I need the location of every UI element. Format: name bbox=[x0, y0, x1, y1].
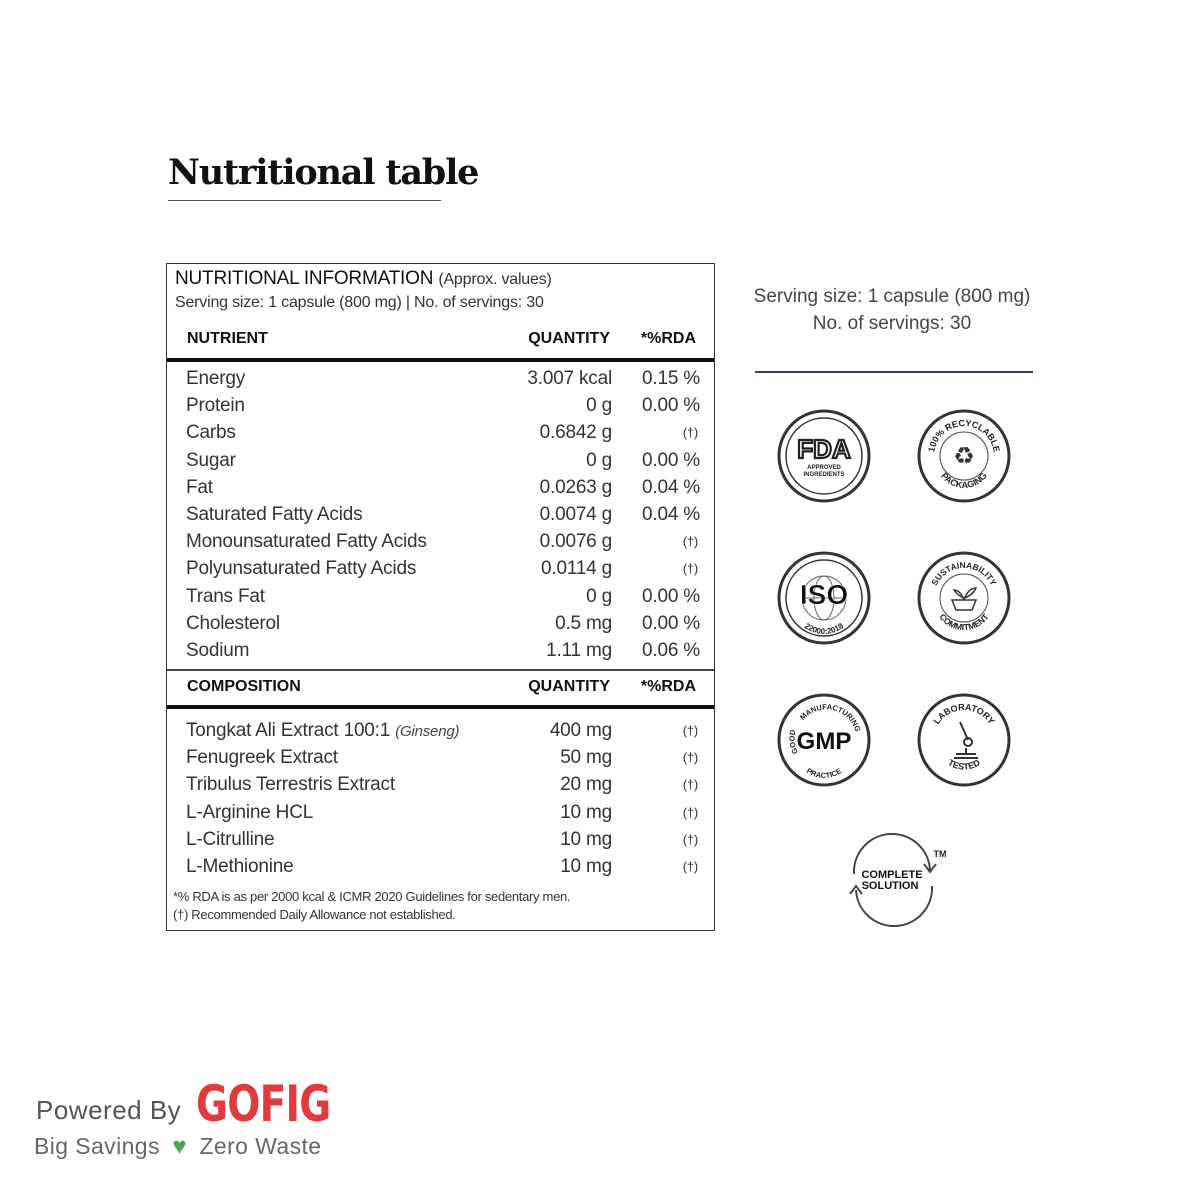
composition-rows bbox=[167, 717, 714, 880]
svg-text:GOOD: GOOD bbox=[787, 728, 800, 756]
table-header bbox=[175, 268, 552, 312]
sustainability-badge bbox=[916, 550, 1012, 646]
svg-text:SUSTAINABILITY: SUSTAINABILITY bbox=[929, 559, 999, 588]
table-row: Protein 0 g 0.00 % bbox=[186, 395, 700, 417]
rda-header-label: *%RDA bbox=[640, 678, 696, 695]
nutrient-column-header bbox=[167, 330, 714, 350]
iso-badge-icon bbox=[776, 550, 872, 646]
svg-text:FDA: FDA bbox=[797, 434, 851, 464]
brand-tagline: Big Savings ♥ Zero Waste bbox=[34, 1133, 322, 1160]
table-heading-note: (Approx. values) bbox=[438, 271, 552, 288]
table-row: Cholesterol 0.5 mg 0.00 % bbox=[186, 612, 700, 634]
composition-column-header bbox=[167, 678, 714, 698]
servings-count-text: No. of servings: 30 bbox=[812, 313, 972, 334]
brand-logo: GOFIG bbox=[196, 1075, 331, 1133]
table-heading: NUTRITIONAL INFORMATION bbox=[175, 268, 434, 289]
table-row: Sodium 1.11 mg 0.06 % bbox=[186, 639, 700, 661]
table-row: Energy 3.007 kcal 0.15 % bbox=[186, 368, 700, 389]
nutrition-table bbox=[166, 263, 715, 931]
heart-icon: ♥ bbox=[172, 1133, 187, 1160]
plant-bowl-icon bbox=[952, 600, 976, 610]
svg-text:COMPLETE: COMPLETE bbox=[861, 869, 923, 881]
table-row: Saturated Fatty Acids 0.0074 g 0.04 % bbox=[186, 503, 700, 525]
table-row: Sugar 0 g 0.00 % bbox=[186, 449, 700, 471]
composition-header-label: COMPOSITION bbox=[187, 678, 301, 695]
svg-text:22000:2018: 22000:2018 bbox=[802, 621, 846, 637]
table-serving-line: Serving size: 1 capsule (800 mg) | No. of servings: 30 bbox=[175, 294, 544, 311]
serving-size-text: Serving size: 1 capsule (800 mg) bbox=[753, 286, 1031, 307]
section-divider bbox=[167, 669, 714, 671]
svg-text:TESTED: TESTED bbox=[946, 757, 982, 772]
quantity-header-label: QUANTITY bbox=[528, 330, 610, 347]
serving-info bbox=[740, 283, 1044, 337]
nutrient-rows bbox=[167, 365, 714, 664]
thick-divider bbox=[167, 358, 714, 362]
page-title: Nutritional table bbox=[168, 152, 479, 193]
title-underline bbox=[168, 200, 441, 201]
svg-text:MANUFACTURING: MANUFACTURING bbox=[798, 702, 863, 733]
svg-text:GMP: GMP bbox=[796, 728, 852, 755]
table-row: L-Methionine 10 mg (†) bbox=[186, 855, 698, 877]
table-row: Polyunsaturated Fatty Acids 0.0114 g (†) bbox=[186, 558, 698, 580]
svg-text:PRACTICE: PRACTICE bbox=[804, 766, 844, 781]
svg-text:PACKAGING: PACKAGING bbox=[939, 470, 989, 491]
table-row: Fat 0.0263 g 0.04 % bbox=[186, 476, 700, 498]
svg-text:SOLUTION: SOLUTION bbox=[861, 880, 919, 892]
thick-divider bbox=[167, 705, 714, 709]
table-row: Carbs 0.6842 g (†) bbox=[186, 422, 698, 444]
quantity-header-label: QUANTITY bbox=[528, 678, 610, 695]
table-row: Fenugreek Extract 50 mg (†) bbox=[186, 747, 698, 769]
table-row: Monounsaturated Fatty Acids 0.0076 g (†) bbox=[186, 531, 698, 553]
recycle-icon bbox=[916, 408, 1012, 504]
svg-text:INGREDIENTS: INGREDIENTS bbox=[803, 472, 845, 478]
complete-solution-badge bbox=[838, 830, 950, 930]
svg-text:ISO: ISO bbox=[799, 579, 849, 610]
table-footnote: *% RDA is as per 2000 kcal & ICMR 2020 Guidelines for sedentary men. (†) Recommended Daily Allowance not established. bbox=[173, 889, 571, 922]
svg-text:COMMITMENT: COMMITMENT bbox=[937, 611, 991, 633]
serving-divider bbox=[755, 371, 1033, 373]
table-row: L-Arginine HCL 10 mg (†) bbox=[186, 801, 698, 823]
lab-tested-badge bbox=[916, 692, 1012, 788]
nutrient-header-label: NUTRIENT bbox=[187, 330, 268, 347]
svg-text:APPROVED: APPROVED bbox=[807, 465, 841, 471]
powered-by-text: Powered By bbox=[36, 1095, 182, 1125]
table-row: L-Citrulline 10 mg (†) bbox=[186, 828, 698, 850]
svg-text:TM: TM bbox=[933, 849, 947, 859]
table-row: Trans Fat 0 g 0.00 % bbox=[186, 585, 700, 607]
svg-text:LABORATORY: LABORATORY bbox=[931, 701, 997, 726]
table-row: Tribulus Terrestris Extract 20 mg (†) bbox=[186, 774, 698, 796]
gmp-badge-icon bbox=[776, 692, 872, 788]
rda-header-label: *%RDA bbox=[640, 330, 696, 347]
microscope-icon bbox=[954, 722, 978, 758]
fda-badge-icon bbox=[776, 408, 872, 504]
table-row: Tongkat Ali Extract 100:1 (Ginseng) 400 mg (†) bbox=[186, 720, 698, 741]
svg-text:♻: ♻ bbox=[953, 443, 975, 470]
svg-text:100% RECYCLABLE: 100% RECYCLABLE bbox=[926, 417, 1002, 453]
